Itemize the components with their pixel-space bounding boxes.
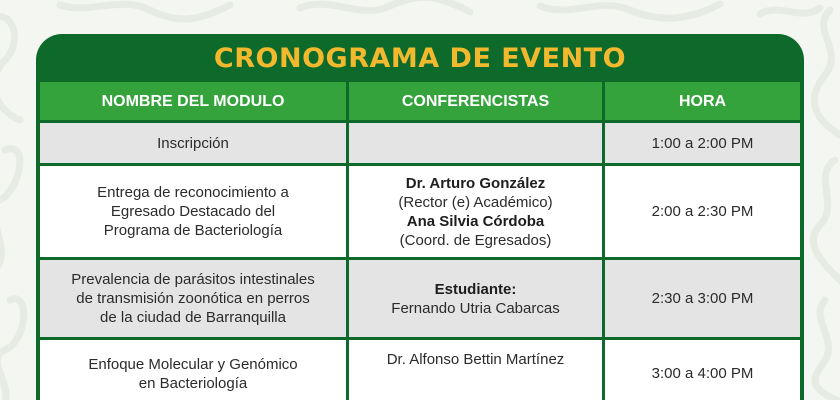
table-row: [40, 166, 800, 260]
speaker-name: Fernando Utria Cabarcas: [391, 299, 560, 317]
time-cell: 3:00 a 4:00 PM: [605, 340, 800, 400]
module-line: en Bacteriología: [138, 374, 248, 392]
schedule-table: [40, 82, 800, 400]
speaker-name: Dr. Alfonso Bettin Martínez: [386, 351, 565, 368]
speakers-cell: [349, 260, 605, 340]
time-cell: 2:00 a 2:30 PM: [605, 166, 800, 260]
table-header-row: [40, 82, 800, 123]
module-cell: [40, 340, 349, 400]
header-speakers: CONFERENCISTAS: [349, 82, 605, 123]
module-line: Entrega de reconocimiento a: [97, 184, 289, 201]
speaker-label: Estudiante:: [434, 280, 517, 298]
table-row: [40, 340, 800, 400]
speakers-cell: [349, 166, 605, 260]
module-line: Egresado Destacado del: [110, 203, 276, 220]
header-time: HORA: [605, 82, 800, 123]
speaker-name: Dr. Arturo González: [405, 174, 546, 192]
module-cell: [40, 123, 349, 166]
table-row: [40, 123, 800, 166]
speaker-role: (Rector (e) Académico): [398, 193, 553, 211]
schedule-card: [36, 34, 804, 400]
schedule-title: CRONOGRAMA DE EVENTO: [213, 42, 627, 74]
speaker-role: (Coord. de Egresados): [399, 231, 552, 249]
time-cell: 1:00 a 2:00 PM: [605, 123, 800, 166]
speakers-cell: [349, 123, 605, 166]
speaker-name: Ana Silvia Córdoba: [406, 212, 545, 230]
module-line: de transmisión zoonótica en perros: [76, 290, 310, 307]
module-line: Prevalencia de parásitos intestinales: [71, 271, 315, 288]
time-cell: 2:30 a 3:00 PM: [605, 260, 800, 340]
speakers-cell: [349, 340, 605, 400]
table-row: [40, 260, 800, 340]
module-line: Programa de Bacteriología: [103, 222, 283, 239]
module-cell: [40, 166, 349, 260]
module-line: Inscripción: [157, 134, 229, 152]
module-line: de la ciudad de Barranquilla: [100, 309, 286, 326]
module-line: Enfoque Molecular y Genómico: [88, 355, 298, 373]
module-cell: [40, 260, 349, 340]
header-module: NOMBRE DEL MODULO: [40, 82, 349, 123]
